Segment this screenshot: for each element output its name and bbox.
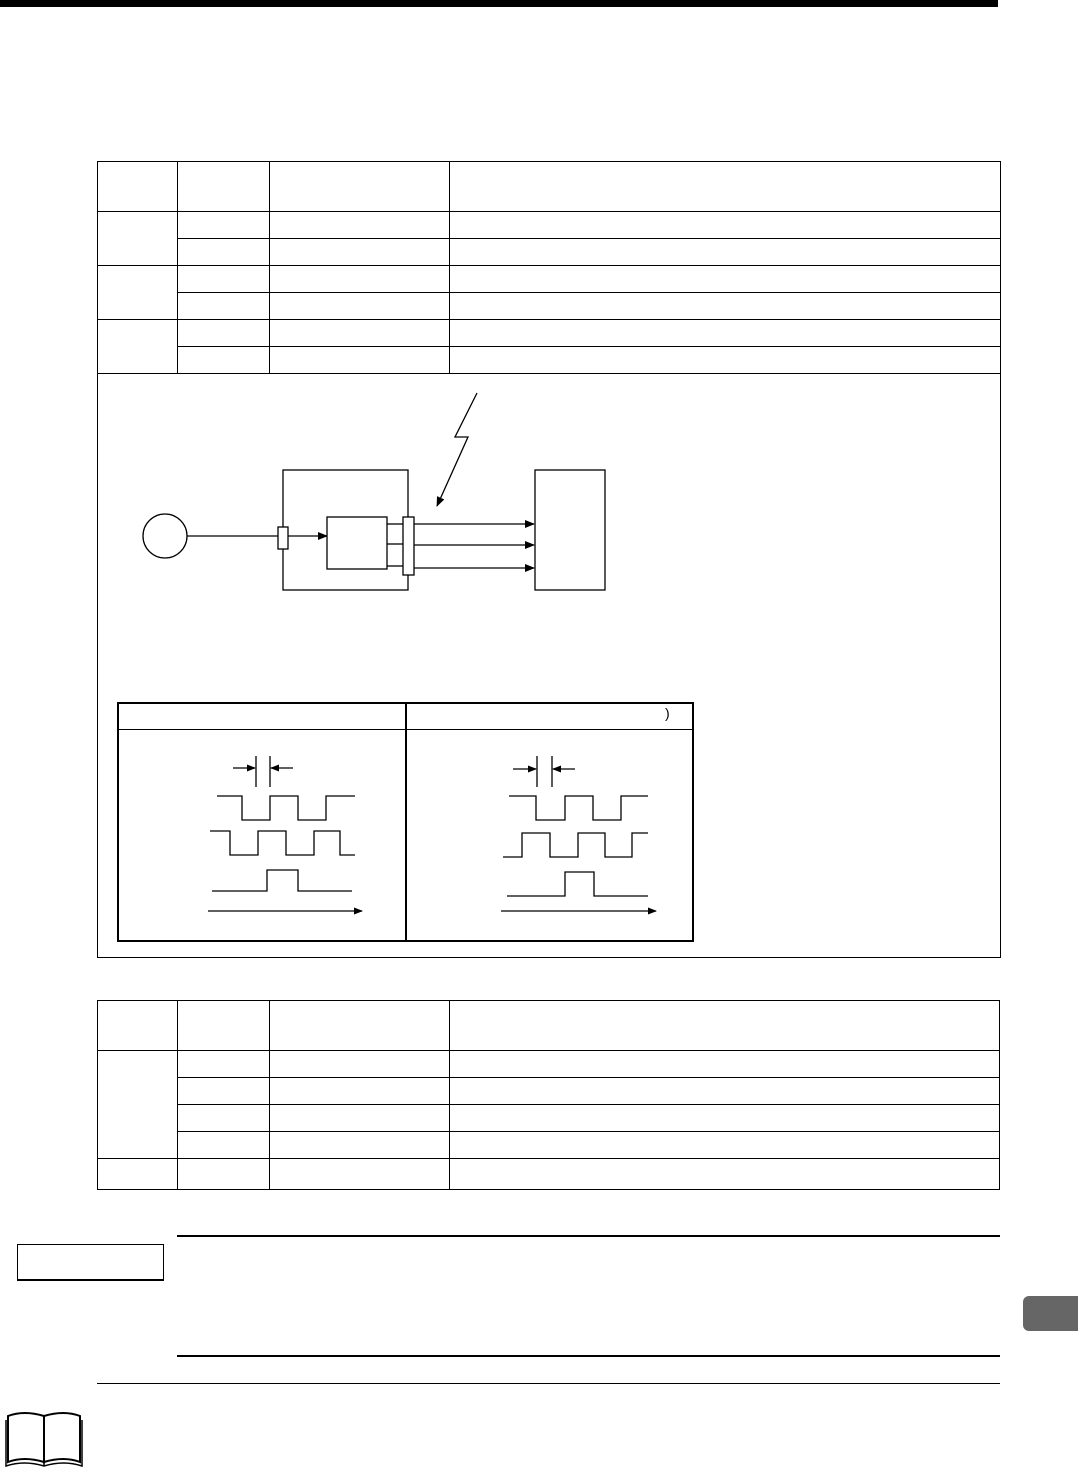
table-cell (270, 1159, 450, 1190)
table-cell (270, 1078, 450, 1105)
note-body (185, 1250, 995, 1340)
table-cell (450, 1051, 1000, 1078)
phase-z-signal (212, 870, 352, 891)
group-cell (98, 1051, 178, 1159)
phase-b-signal (503, 833, 648, 857)
chapter-side-tab (1023, 1296, 1078, 1331)
header-paren: ) (665, 705, 670, 721)
table-row (98, 1159, 1000, 1190)
table-cell (450, 1132, 1000, 1159)
phase-b-signal (210, 831, 355, 855)
table-cell (178, 1105, 270, 1132)
note-bottom-rule (177, 1355, 1000, 1357)
table-row (98, 1051, 1000, 1078)
table-cell (178, 1159, 270, 1190)
waveform-right (501, 756, 656, 911)
table-cell (450, 1105, 1000, 1132)
table-cell (450, 1078, 1000, 1105)
signal-table-2 (97, 1000, 1000, 1190)
header-cell (270, 1001, 450, 1051)
table-header-row (98, 1001, 1000, 1051)
header-cell (450, 1001, 1000, 1051)
table-row (98, 1078, 1000, 1105)
phase-a-signal (217, 796, 355, 820)
footer-rule (97, 1383, 1000, 1384)
table-cell (270, 1051, 450, 1078)
table-cell (450, 1159, 1000, 1190)
table-cell (178, 1051, 270, 1078)
phase-a-signal (509, 796, 648, 820)
header-cell (98, 1001, 178, 1051)
table-cell (270, 1105, 450, 1132)
phase-z-signal (507, 872, 648, 896)
table-cell (270, 1132, 450, 1159)
waveform-left (208, 756, 362, 911)
note-top-rule (177, 1235, 1000, 1237)
table-row (98, 1105, 1000, 1132)
manual-book-icon (4, 1408, 86, 1470)
table-cell (98, 1159, 178, 1190)
note-label-box (17, 1244, 164, 1281)
table-cell (178, 1132, 270, 1159)
header-cell (178, 1001, 270, 1051)
table-row (98, 1132, 1000, 1159)
table-cell (178, 1078, 270, 1105)
